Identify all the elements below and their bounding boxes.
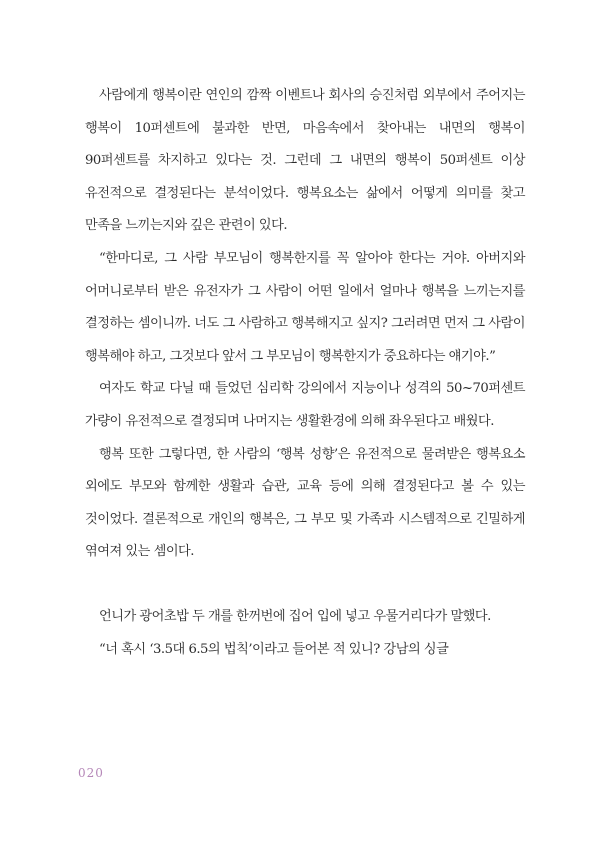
paragraph-psychology-lecture: 여자도 학교 다닐 때 들었던 심리학 강의에서 지능이나 성격의 50~70퍼센트 가량이 유전적으로 결정되며 나머지는 생활환경에 의해 좌우된다고 배웠다. — [85, 381, 525, 429]
paragraph-happiness-genetics: 사람에게 행복이란 연인의 깜짝 이벤트나 회사의 승진처럼 외부에서 주어지는 행복이 10퍼센트에 불과한 반면, 마음속에서 찾아내는 내면의 행복이 90퍼센트를 차지하고 있다는 것. 그런데 그 내면의 행복이 50퍼센트 이상 유전적으로 결정된다는 분석이었다. 행복요소는 삶에서 어떻게 의미를 찾고 만족을 느끼는지와 깊은 관련이 있다. — [85, 88, 525, 234]
paragraph-quote-parents: “한마디로, 그 사람 부모님이 행복한지를 꼭 알아야 한다는 거야. 아버지와 어머니로부터 받은 유전자가 그 사람이 어떤 일에서 얼마나 행복을 느끼는지를 결정하는 셈이니까. 너도 그 사람하고 행복해지고 싶지? 그러려면 먼저 그 사람이 행복해야 하고, 그것보다 앞서 그 부모님이 행복한지가 중요하다는 얘기야.” — [85, 250, 525, 364]
body-text — [85, 80, 525, 666]
paragraph-sister-sushi: 언니가 광어초밥 두 개를 한꺼번에 집어 입에 넣고 우물거리다가 말했다. — [99, 608, 491, 624]
paragraph-happiness-tendency: 행복 또한 그렇다면, 한 사람의 ‘행복 성향’은 유전적으로 물려받은 행복요소 외에도 부모와 함께한 생활과 습관, 교육 등에 의해 결정된다고 볼 수 있는 것이었다. 결론적으로 개인의 행복은, 그 부모 및 가족과 시스템적으로 긴밀하게 엮여져 있는 셈이다. — [85, 446, 525, 560]
page-number: 020 — [78, 766, 104, 780]
paragraph-quote-rule: “너 혹시 ‘3.5대 6.5의 법칙’이라고 들어본 적 있니? 강남의 싱글 — [99, 641, 449, 657]
